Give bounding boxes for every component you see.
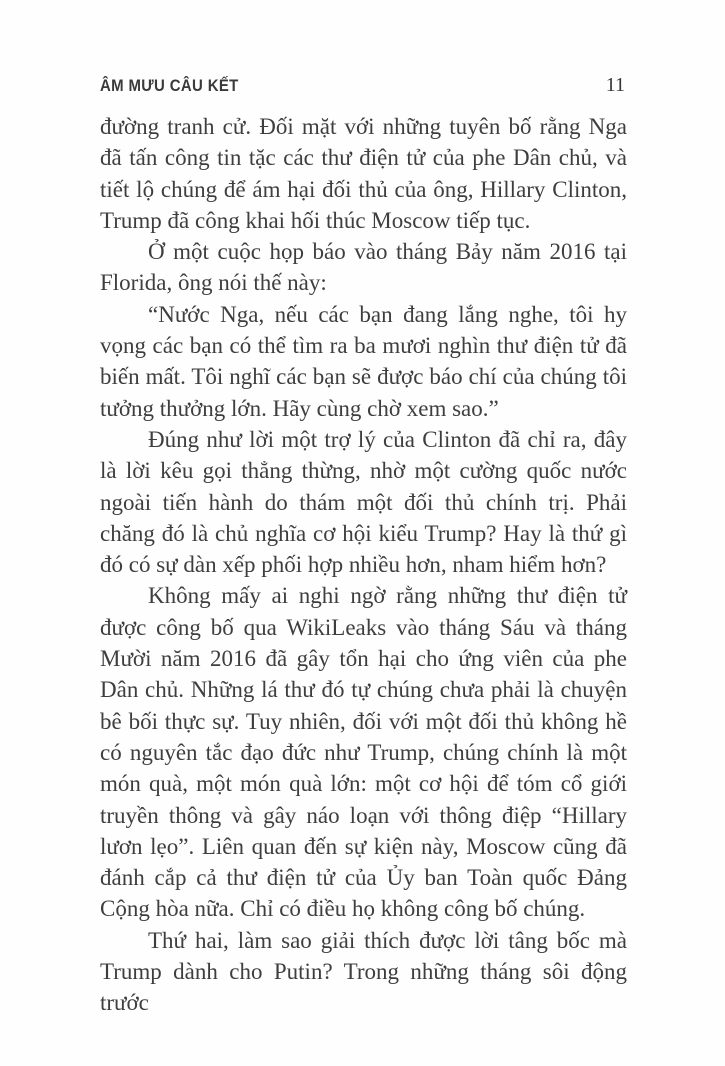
paragraph: “Nước Nga, nếu các bạn đang lắng nghe, tôi hy vọng các bạn có thể tìm ra ba mươi nghìn thư điện tử đã biến mất. Tôi nghĩ các bạn sẽ được báo chí của chúng tôi tưởng thưởng lớn. Hãy cùng chờ xem sao.” bbox=[100, 301, 627, 421]
paragraph: đường tranh cử. Đối mặt với những tuyên bố rằng Nga đã tấn công tin tặc các thư điện tử của phe Dân chủ, và tiết lộ chúng để ám hại đối thủ của ông, Hillary Clinton, Trump đã công khai hối thúc Moscow tiếp tục. bbox=[100, 114, 627, 233]
paragraph: Ở một cuộc họp báo vào tháng Bảy năm 2016 tại Florida, ông nói thế này: bbox=[100, 239, 627, 296]
running-title: ÂM MƯU CÂU KẾT bbox=[100, 76, 239, 95]
paragraph: Đúng như lời một trợ lý của Clinton đã chỉ ra, đây là lời kêu gọi thẳng thừng, nhờ một cường quốc nước ngoài tiến hành do thám một đối thủ chính trị. Phải chăng đó là chủ nghĩa cơ hội kiểu Trump? Hay là thứ gì đó có sự dàn xếp phối hợp nhiều hơn, nham hiểm hơn? bbox=[100, 426, 627, 578]
paragraph: Không mấy ai nghi ngờ rằng những thư điện tử được công bố qua WikiLeaks vào tháng Sáu và tháng Mười năm 2016 đã gây tổn hại cho ứng viên của phe Dân chủ. Những lá thư đó tự chúng chưa phải là chuyện bê bối thực sự. Tuy nhiên, đối với một đối thủ không hề có nguyên tắc đạo đức như Trump, chúng chính là một món quà, một món quà lớn: một cơ hội để tóm cổ giới truyền thông và gây náo loạn với thông điệp “Hillary lươn lẹo”. Liên quan đến sự kiện này, Moscow cũng đã đánh cắp cả thư điện tử của Ủy ban Toàn quốc Đảng Cộng hòa nữa. Chỉ có điều họ không công bố chúng. bbox=[100, 583, 627, 922]
page-number: 11 bbox=[605, 74, 625, 96]
body-text bbox=[100, 111, 627, 1019]
page-header bbox=[100, 74, 625, 97]
paragraph: Thứ hai, làm sao giải thích được lời tâng bốc mà Trump dành cho Putin? Trong những tháng sôi động trước bbox=[100, 927, 627, 1016]
